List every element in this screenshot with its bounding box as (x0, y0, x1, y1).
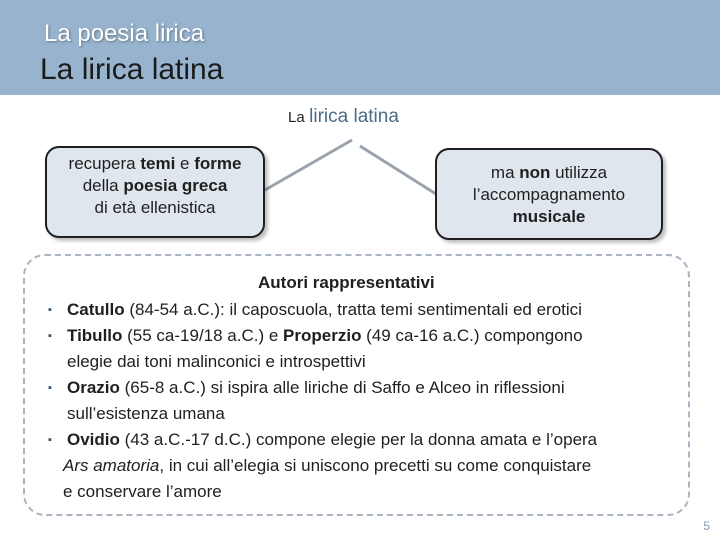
box-right-line2: l’accompagnamento (472, 185, 626, 204)
box-non-utilizza (435, 148, 663, 240)
box-left-line1: recupera temi e forme (68, 154, 242, 173)
bullet-icon: ▪ (48, 434, 52, 446)
authors-title: Autori rappresentativi (258, 273, 435, 292)
list-item-catullo: ▪ Catullo (84-54 a.C.): il caposcuola, tratta temi sentimentali ed erotici (48, 297, 678, 323)
box-left-line3: di età ellenistica (94, 198, 216, 217)
bullet-icon: ▪ (48, 382, 52, 394)
slide-title: La lirica latina (40, 53, 224, 86)
box-left-line2: della poesia greca (82, 176, 228, 195)
list-item-orazio: ▪ Orazio (65-8 a.C.) si ispira alle liriche di Saffo e Alceo in riflessioni sull’esistenza umana (48, 375, 678, 427)
list-item-tibullo-properzio: ▪ Tibullo (55 ca-19/18 a.C.) e Properzio (49 ca-16 a.C.) compongono elegie dai toni malinconici e introspettivi (48, 323, 678, 375)
connector-line-right (360, 146, 436, 194)
box-right-line1: ma non utilizza (490, 163, 608, 182)
connector-line-left (265, 140, 352, 190)
list-item-ovidio: ▪ Ovidio (43 a.C.-17 d.C.) compone elegie per la donna amata e l’opera Ars amatoria, in cui all’elegia si uniscono precetti su come conquistare e conservare l’amore (48, 427, 678, 505)
bullet-icon: ▪ (48, 330, 52, 342)
box-recupera (45, 146, 265, 238)
connector-label-small: La (288, 109, 305, 126)
connector-label-main: lirica latina (309, 106, 399, 127)
bullet-icon: ▪ (48, 304, 52, 316)
box-right-line3: musicale (512, 207, 586, 226)
page-number: 5 (703, 519, 710, 533)
authors-list (48, 297, 678, 505)
slide-supertitle: La poesia lirica (44, 20, 205, 47)
